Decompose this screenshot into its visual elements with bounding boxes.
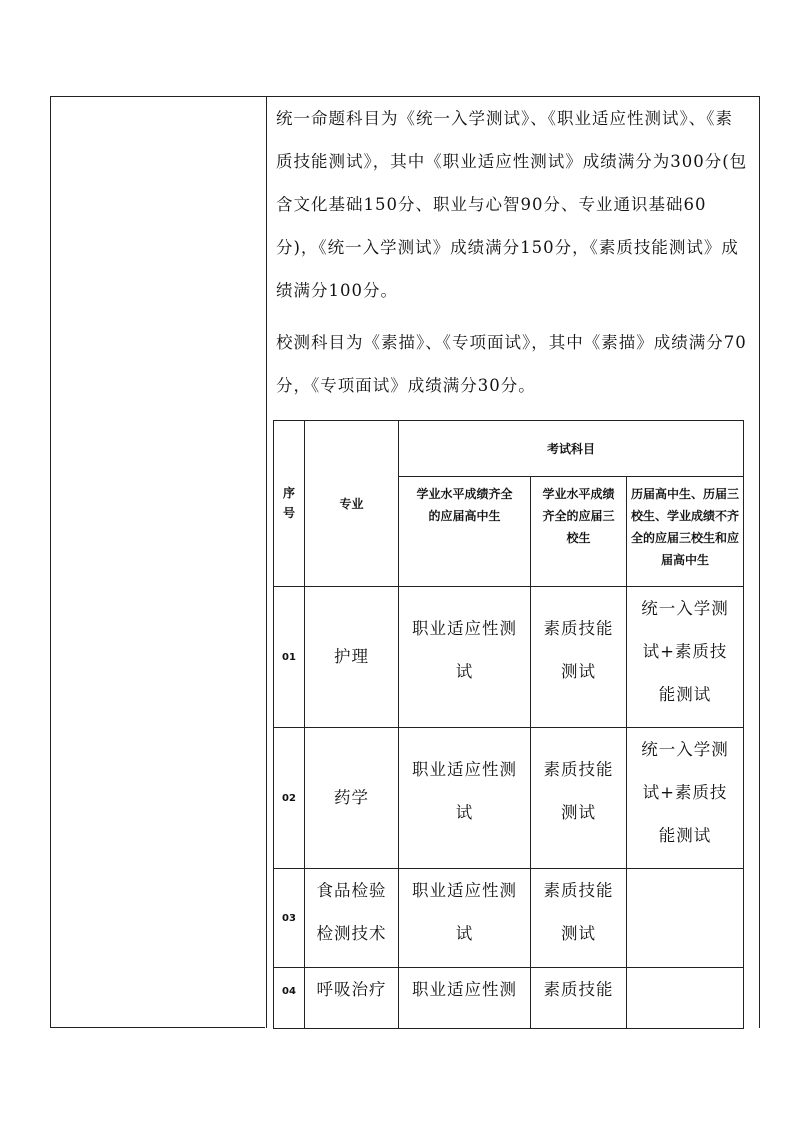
row-major: 药学 [305, 728, 399, 869]
school-exam-paragraph: 校测科目为《素描》、《专项面试》，其中《素描》成绩满分70分，《专项面试》成绩满分30分。 [276, 333, 747, 395]
header-seq [274, 421, 305, 587]
row-col1-text: 职业适应性测试 [412, 760, 517, 822]
row-col1 [399, 587, 531, 728]
row-col3 [627, 728, 744, 869]
row-col1 [399, 728, 531, 869]
row-seq: 03 [274, 869, 305, 968]
outer-column-divider [266, 96, 267, 1028]
header-seq-label: 序号 [282, 486, 295, 520]
header-col-previous-students [627, 477, 744, 587]
row-major: 护理 [305, 587, 399, 728]
row-col1 [399, 869, 531, 968]
exam-subjects-table [273, 420, 744, 1029]
row-seq: 02 [274, 728, 305, 869]
unified-exam-paragraph: 统一命题科目为《统一入学测试》、《职业适应性测试》、《素质技能测试》，其中《职业适应性测试》成绩满分为300分(包含文化基础150分、职业与心智90分、专业通识基础60分)，《统一入学测试》成绩满分150分，《素质技能测试》成绩满分100分。 [276, 109, 748, 300]
row-seq: 01 [274, 587, 305, 728]
table-row [274, 728, 744, 869]
header-col-current-vocational [531, 477, 627, 587]
row-col3 [627, 587, 744, 728]
header-col1-label: 学业水平成绩齐全的应届高中生 [416, 487, 513, 523]
row-col2 [531, 728, 627, 869]
table-header-row [274, 421, 744, 477]
row-col2 [531, 869, 627, 968]
row-col1-text: 职业适应性测试 [412, 619, 517, 681]
header-col2-label: 学业水平成绩齐全的应届三校生 [542, 487, 615, 545]
row-major: 呼吸治疗 [305, 968, 399, 1029]
row-col1-text: 职业适应性测试 [412, 881, 517, 943]
header-col3-label: 历届高中生、历届三校生、学业成绩不齐全的应届三校生和应届高中生 [631, 487, 740, 567]
row-seq: 04 [274, 968, 305, 1029]
row-col3 [627, 968, 744, 1029]
row-col1: 职业适应性测 [399, 968, 531, 1029]
header-col-current-highschool [399, 477, 531, 587]
row-major-text: 食品检验检测技术 [316, 881, 387, 943]
row-major [305, 869, 399, 968]
row-col2-text: 素质技能测试 [543, 619, 614, 681]
header-major: 专业 [305, 421, 399, 587]
header-exam-subjects: 考试科目 [399, 421, 744, 477]
row-col3-text: 统一入学测试+素质技能测试 [641, 740, 729, 845]
row-col3-text: 统一入学测试+素质技能测试 [641, 599, 729, 704]
row-col2: 素质技能 [531, 968, 627, 1029]
table-row [274, 968, 744, 1029]
row-col2 [531, 587, 627, 728]
outer-table-bottom-line [50, 1027, 265, 1028]
table-row [274, 587, 744, 728]
row-col3 [627, 869, 744, 968]
row-col2-text: 素质技能测试 [543, 881, 614, 943]
table-row [274, 869, 744, 968]
row-col2-text: 素质技能测试 [543, 760, 614, 822]
